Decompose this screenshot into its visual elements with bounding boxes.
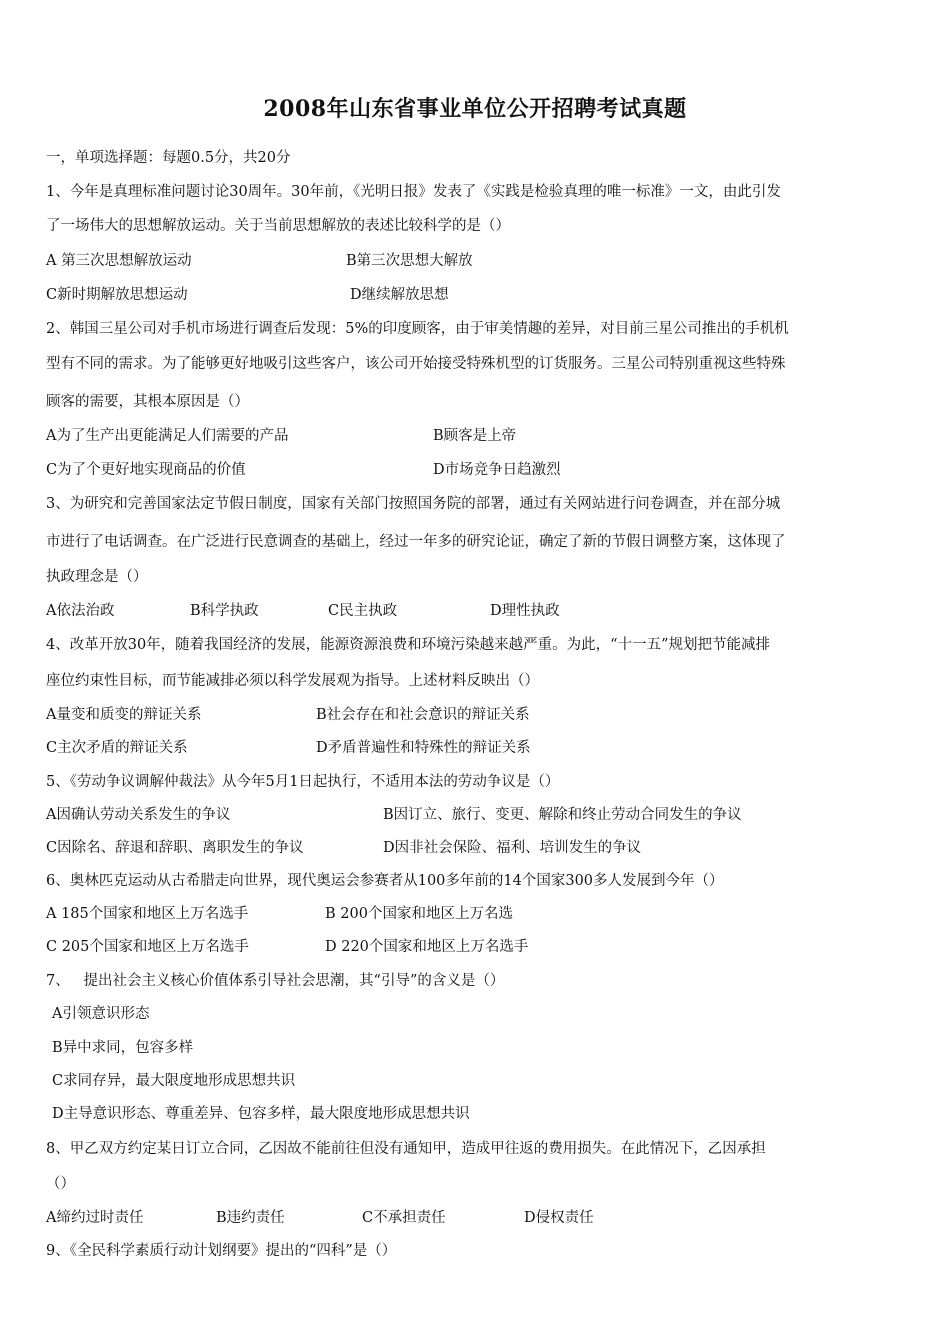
question-8-option-d: D侵权责任 [524, 1210, 594, 1226]
question-4-option-b: B社会存在和社会意识的辩证关系 [316, 707, 530, 723]
question-3-option-d: D理性执政 [490, 603, 560, 619]
question-3-option-c: C民主执政 [328, 603, 398, 619]
question-6-option-b: B 200个国家和地区上万名选 [325, 906, 513, 922]
question-2-option-c: C为了个更好地实现商品的价值 [46, 462, 246, 478]
question-3-stem-line-3: 执政理念是（） [46, 569, 148, 585]
question-4-option-a: A量变和质变的辩证关系 [46, 707, 202, 723]
question-1-option-a: A 第三次思想解放运动 [46, 253, 192, 269]
question-4-stem-line-2: 座位约束性目标，而节能减排必须以科学发展观为指导。上述材料反映出（） [46, 673, 539, 689]
question-7-option-b: B异中求同，包容多样 [52, 1040, 194, 1056]
question-4-option-d: D矛盾普遍性和特殊性的辩证关系 [316, 740, 531, 756]
question-7-option-c: C求同存异，最大限度地形成思想共识 [52, 1073, 296, 1089]
question-8-option-a: A缔约过时责任 [46, 1210, 144, 1226]
section-heading: 一，单项选择题：每题0.5分，共20分 [46, 150, 291, 166]
page-title: 2008年山东省事业单位公开招聘考试真题 [263, 96, 687, 122]
question-7-stem-line-1: 7、 提出社会主义核心价值体系引导社会思潮，其“引导”的含义是（） [46, 973, 505, 989]
question-3-option-b: B科学执政 [190, 603, 259, 619]
question-4-option-c: C主次矛盾的辩证关系 [46, 740, 188, 756]
question-2-stem-line-1: 2、韩国三星公司对手机市场进行调查后发现：5%的印度顾客，由于审美情趣的差异，对目前三星公司推出的手机机 [46, 321, 789, 337]
question-2-stem-line-3: 顾客的需要，其根本原因是（） [46, 394, 249, 410]
question-6-option-c: C 205个国家和地区上万名选手 [46, 939, 249, 955]
question-1-option-c: C新时期解放思想运动 [46, 287, 188, 303]
question-6-option-a: A 185个国家和地区上万名选手 [46, 906, 249, 922]
question-5-stem-line-1: 5、《劳动争议调解仲裁法》从今年5月1日起执行，不适用本法的劳动争议是（） [46, 774, 560, 790]
question-5-option-a: A因确认劳动关系发生的争议 [46, 807, 231, 823]
question-2-option-a: A为了生产出更能满足人们需要的产品 [46, 428, 289, 444]
question-7-option-a: A引领意识形态 [52, 1006, 150, 1022]
question-6-stem-line-1: 6、奥林匹克运动从古希腊走向世界，现代奥运会参赛者从100多年前的14个国家300多人发展到今年（） [46, 873, 724, 889]
question-8-option-b: B违约责任 [216, 1210, 285, 1226]
question-1-option-d: D继续解放思想 [350, 287, 449, 303]
question-9-stem-line-1: 9、《全民科学素质行动计划纲要》提出的“四科”是（） [46, 1243, 397, 1259]
question-1-stem-line-2: 了一场伟大的思想解放运动。关于当前思想解放的表述比较科学的是（） [46, 218, 510, 234]
question-1-stem-line-1: 1、今年是真理标准问题讨论30周年。30年前，《光明日报》发表了《实践是检验真理的唯一标准》一文，由此引发 [46, 184, 781, 200]
question-6-option-d: D 220个国家和地区上万名选手 [325, 939, 529, 955]
question-2-option-b: B顾客是上帝 [433, 428, 517, 444]
question-5-option-d: D因非社会保险、福利、培训发生的争议 [383, 840, 642, 856]
question-5-option-c: C因除名、辞退和辞职、离职发生的争议 [46, 840, 304, 856]
question-1-option-b: B第三次思想大解放 [346, 253, 473, 269]
question-7-option-d: D主导意识形态、尊重差异、包容多样，最大限度地形成思想共识 [52, 1106, 470, 1122]
question-2-option-d: D市场竞争日趋激烈 [433, 462, 561, 478]
question-4-stem-line-1: 4、改革开放30年，随着我国经济的发展，能源资源浪费和环境污染越来越严重。为此，“十一五”规划把节能减排 [46, 637, 770, 653]
question-3-option-a: A依法治政 [46, 603, 115, 619]
question-8-option-c: C不承担责任 [362, 1210, 446, 1226]
question-3-stem-line-1: 3、为研究和完善国家法定节假日制度，国家有关部门按照国务院的部署，通过有关网站进行问卷调查，并在部分城 [46, 496, 781, 512]
question-3-stem-line-2: 市进行了电话调查。在广泛进行民意调查的基础上，经过一年多的研究论证，确定了新的节假日调整方案，这体现了 [46, 534, 786, 550]
question-8-stem-line-1: 8、甲乙双方约定某日订立合同，乙因故不能前往但没有通知甲，造成甲往返的费用损失。在此情况下，乙因承担 [46, 1141, 766, 1157]
question-2-stem-line-2: 型有不同的需求。为了能够更好地吸引这些客户，该公司开始接受特殊机型的订货服务。三星公司特别重视这些特殊 [46, 356, 786, 372]
question-5-option-b: B因订立、旅行、变更、解除和终止劳动合同发生的争议 [383, 807, 742, 823]
question-8-stem-line-2: （） [46, 1176, 75, 1192]
